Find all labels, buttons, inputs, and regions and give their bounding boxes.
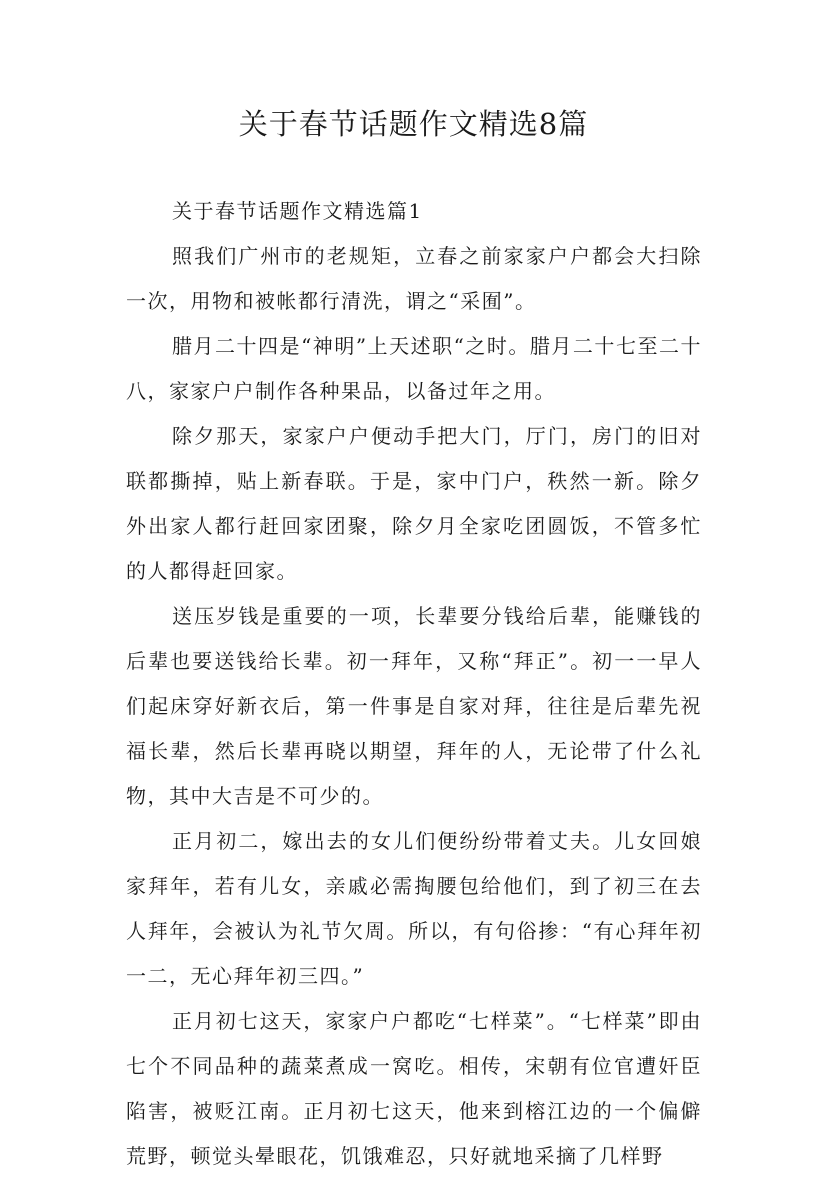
section-heading: 关于春节话题作文精选篇1 (172, 199, 423, 223)
paragraph-6: 正月初七这天，家家户户都吃“七样菜”。“七样菜”即由七个不同品种的蔬菜煮成一窝吃。相传，宋朝有位官遭奸臣陷害，被贬江南。正月初七这天，他来到榕江边的一个偏僻荒野，顿觉头晕眼花，饥饿难忍，只好就地采摘了几样野 (126, 1009, 702, 1168)
paragraph-1: 照我们广州市的老规矩，立春之前家家户户都会大扫除一次，用物和被帐都行清洗，谓之“采囿”。 (126, 244, 702, 313)
document-body (126, 189, 702, 1179)
paragraph-4: 送压岁钱是重要的一项，长辈要分钱给后辈，能赚钱的后辈也要送钱给长辈。初一拜年，又称“拜正”。初一一早人们起床穿好新衣后，第一件事是自家对拜，往往是后辈先祝福长辈，然后长辈再晓以期望，拜年的人，无论带了什么礼物，其中大吉是不可少的。 (126, 604, 702, 808)
document-title: 关于春节话题作文精选8篇 (238, 107, 589, 141)
paragraph-3: 除夕那天，家家户户便动手把大门，厅门，房门的旧对联都撕掉，贴上新春联。于是，家中门户，秩然一新。除夕外出家人都行赶回家团聚，除夕月全家吃团圆饭，不管多忙的人都得赶回家。 (126, 424, 702, 583)
paragraph-5: 正月初二，嫁出去的女儿们便纷纷带着丈夫。儿女回娘家拜年，若有儿女，亲戚必需掏腰包给他们，到了初三在去人拜年，会被认为礼节欠周。所以，有句俗掺：“有心拜年初一二，无心拜年初三四。” (126, 829, 702, 988)
paragraph-2: 腊月二十四是“神明”上天述职“之时。腊月二十七至二十八，家家户户制作各种果品，以备过年之用。 (126, 334, 702, 403)
